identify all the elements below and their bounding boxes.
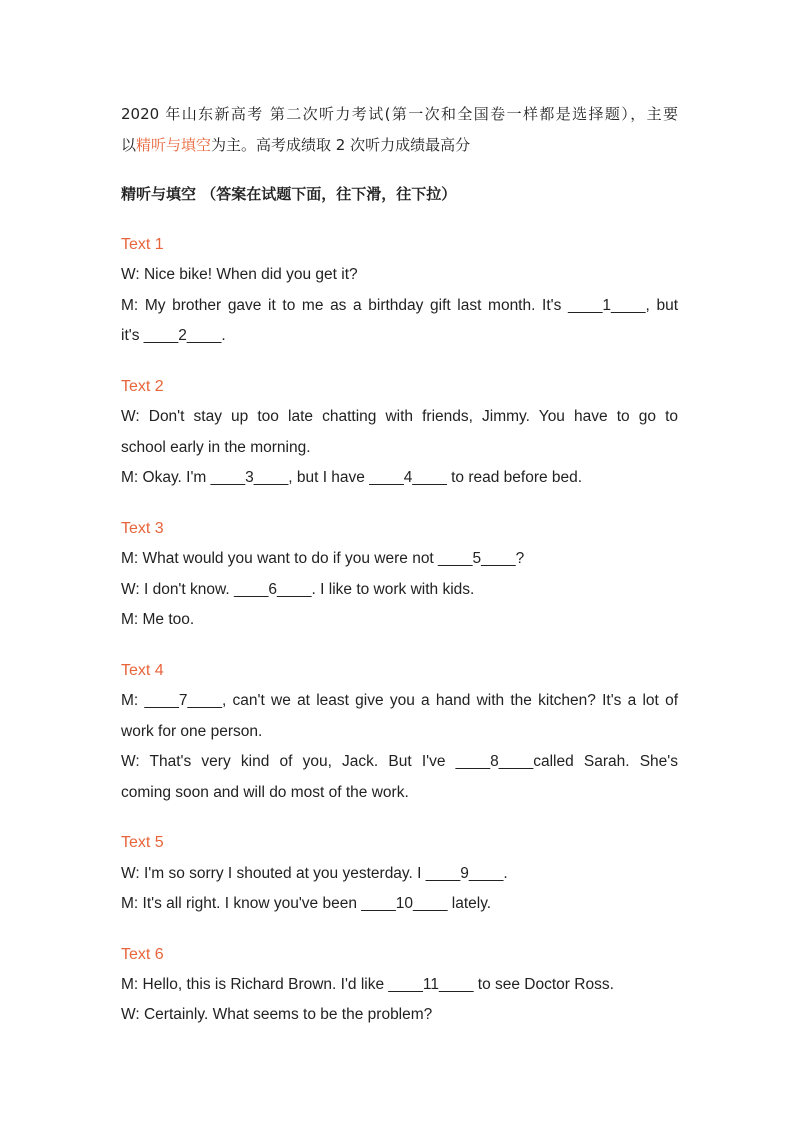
text-3-title: Text 3 <box>121 520 164 537</box>
text-4-line-1: M: ____7____, can't we at least give you a hand with the kitchen? It's a lot of <box>121 692 678 709</box>
text-1-line-1: W: Nice bike! When did you get it? <box>121 266 358 283</box>
text-6-line-1: M: Hello, this is Richard Brown. I'd like ____11____ to see Doctor Ross. <box>121 976 614 993</box>
text-2-title: Text 2 <box>121 378 164 395</box>
text-3-line-2: W: I don't know. ____6____. I like to work with kids. <box>121 581 475 598</box>
text-1-line-2: M: My brother gave it to me as a birthday gift last month. It's ____1____, but <box>121 297 678 314</box>
text-4-title: Text 4 <box>121 662 164 679</box>
text-1-line-3: it's ____2____. <box>121 327 226 344</box>
text-2-line-2: school early in the morning. <box>121 439 311 456</box>
intro-paragraph <box>121 99 678 161</box>
intro-highlight: 精听与填空 <box>136 136 212 154</box>
text-4-line-2: work for one person. <box>121 723 263 740</box>
section-heading: 精听与填空 （答案在试题下面，往下滑，往下拉） <box>121 185 457 203</box>
text-5-line-1: W: I'm so sorry I shouted at you yesterday. I ____9____. <box>121 865 508 882</box>
text-6-line-2: W: Certainly. What seems to be the problem? <box>121 1006 433 1023</box>
intro-line-1: 2020 年山东新高考 第二次听力考试(第一次和全国卷一样都是选择题），主要 <box>121 105 678 123</box>
text-3-line-3: M: Me too. <box>121 611 195 628</box>
intro-line-2 <box>121 130 678 161</box>
text-5-line-2: M: It's all right. I know you've been ____10____ lately. <box>121 895 492 912</box>
text-1-title: Text 1 <box>121 236 164 253</box>
text-2-line-1: W: Don't stay up too late chatting with friends, Jimmy. You have to go to <box>121 408 678 425</box>
intro-line-2-post: 为主。高考成绩取 2 次听力成绩最高分 <box>211 136 471 154</box>
intro-line-2-pre: 以 <box>121 136 137 154</box>
text-3-line-1: M: What would you want to do if you were not ____5____? <box>121 550 525 567</box>
text-4-line-3: W: That's very kind of you, Jack. But I've ____8____called Sarah. She's <box>121 753 678 770</box>
text-4-line-4: coming soon and will do most of the work. <box>121 784 409 801</box>
text-2-line-3: M: Okay. I'm ____3____, but I have ____4____ to read before bed. <box>121 469 583 486</box>
text-5-title: Text 5 <box>121 834 164 851</box>
text-6-title: Text 6 <box>121 946 164 963</box>
